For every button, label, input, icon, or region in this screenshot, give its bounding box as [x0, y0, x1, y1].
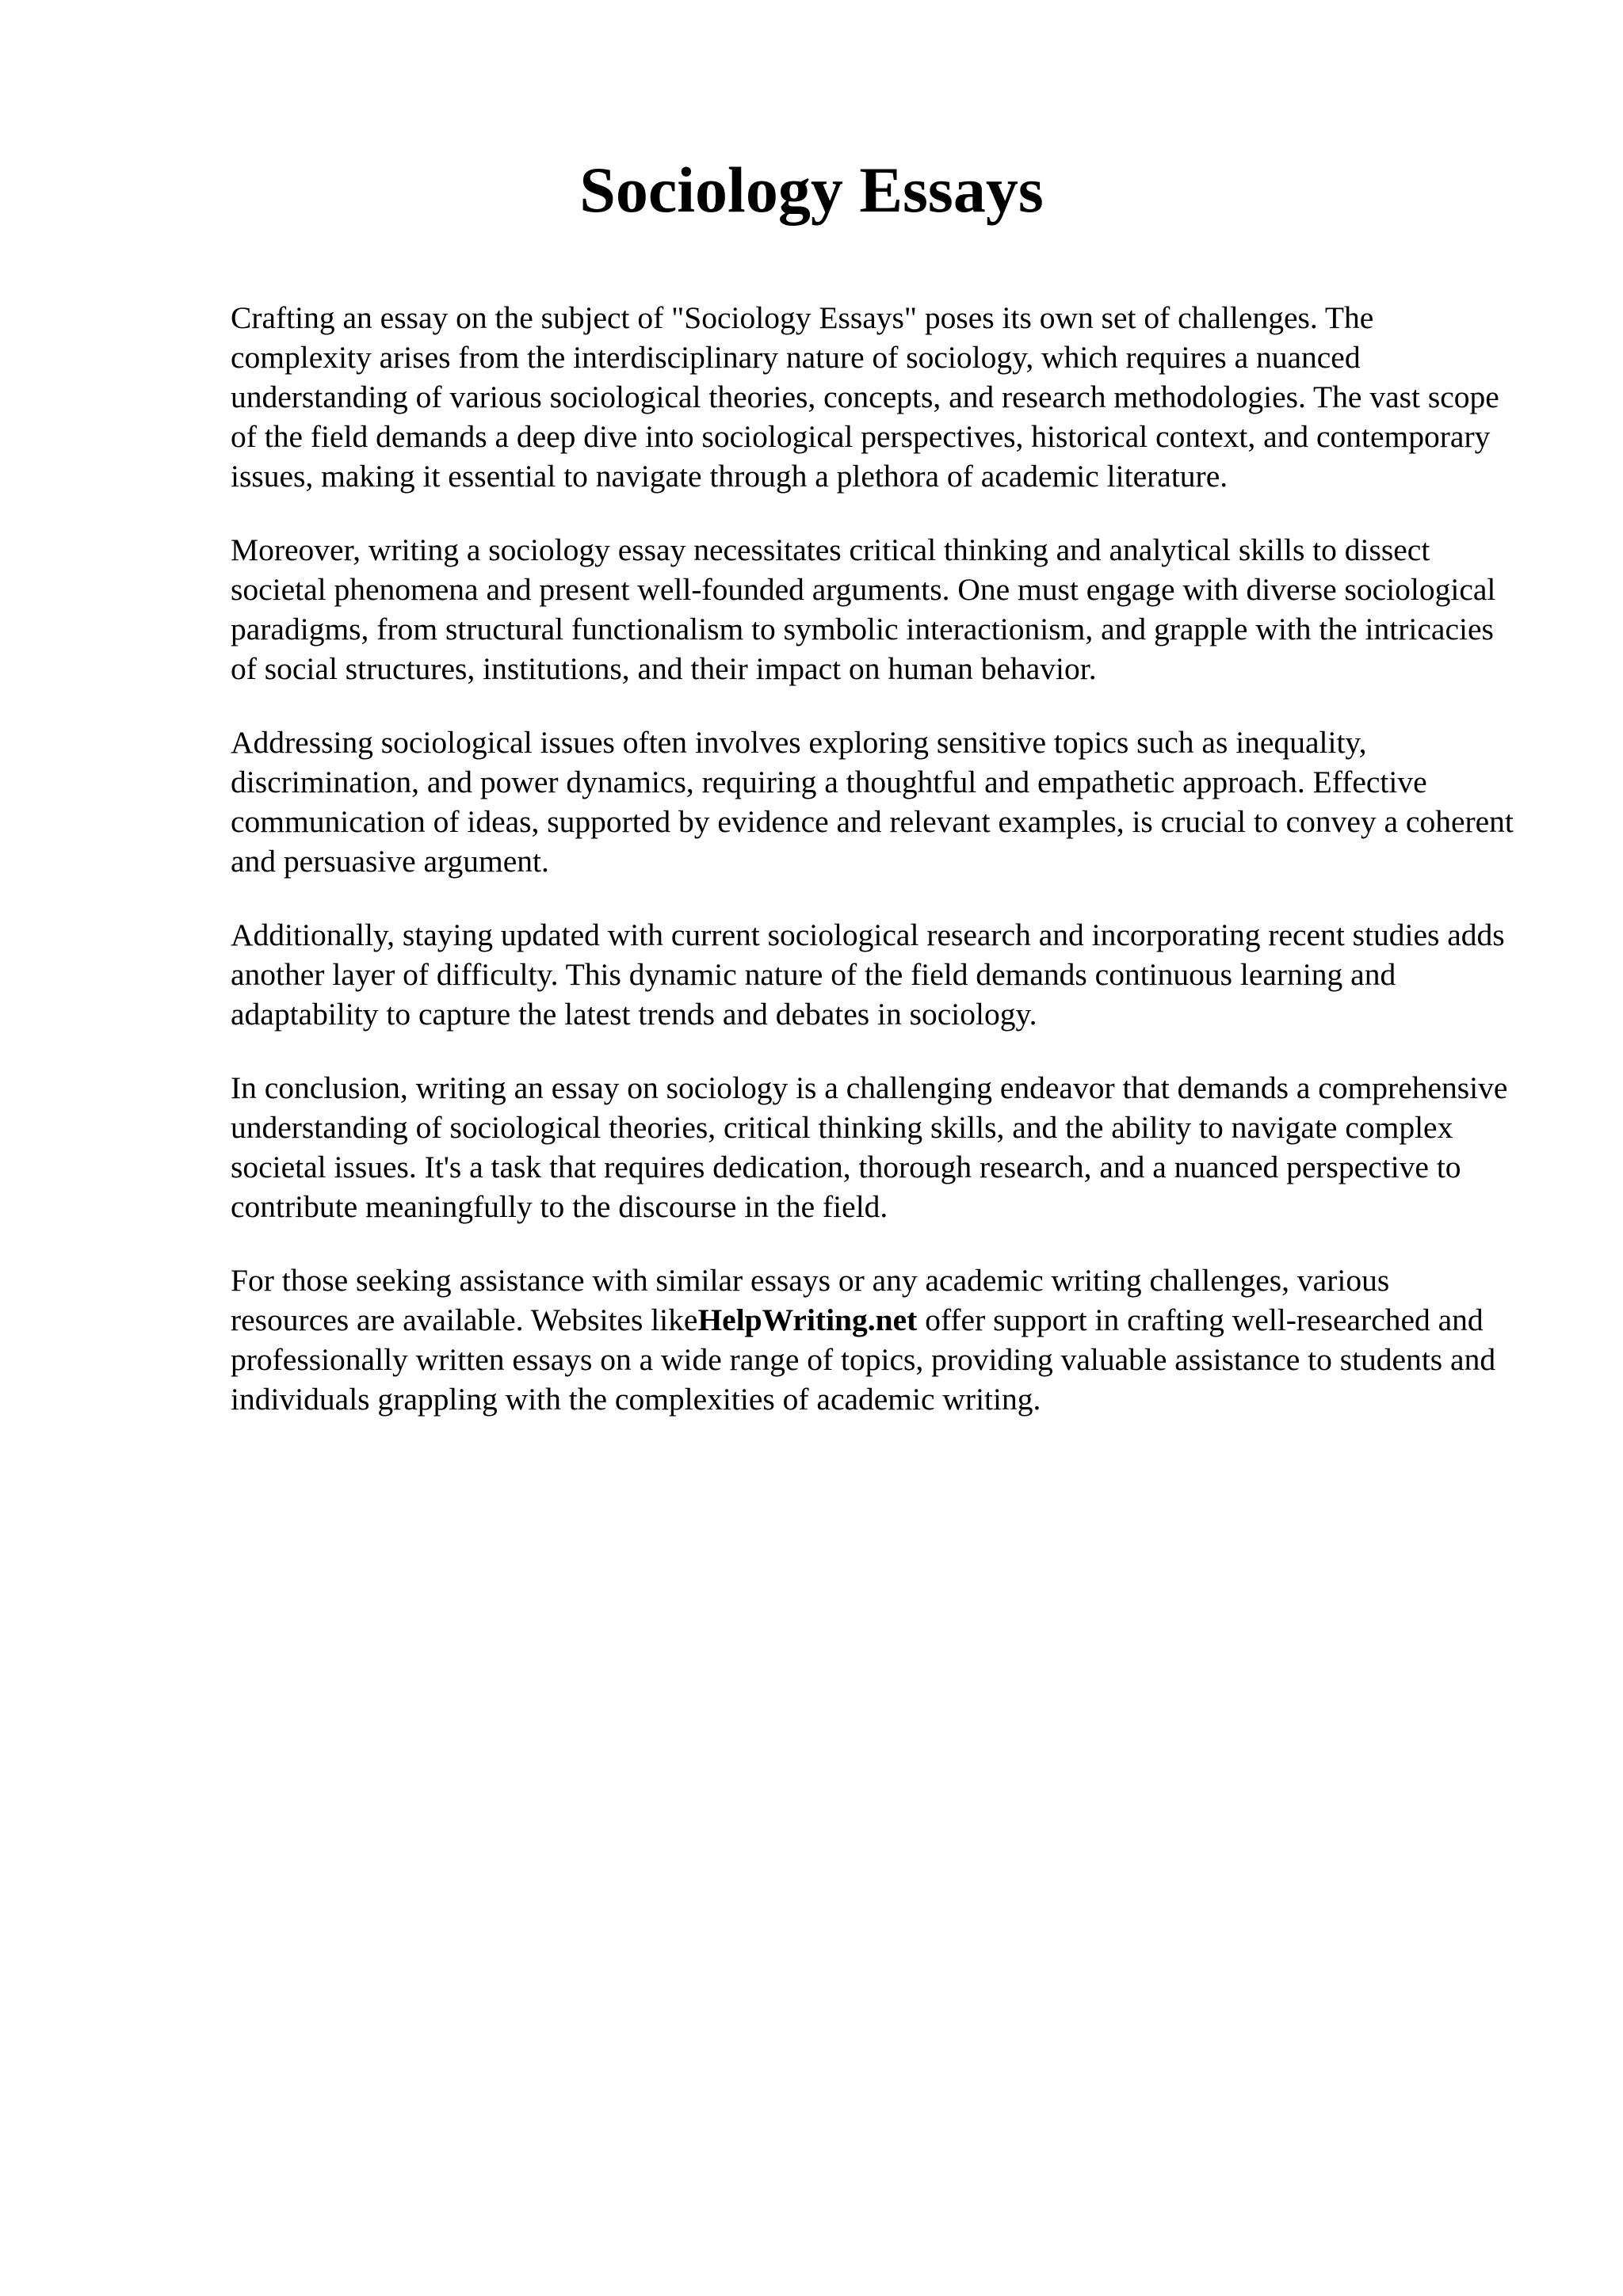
helpwriting-brand-name: HelpWriting.net	[697, 1302, 918, 1337]
paragraph-sensitive-topics: Addressing sociological issues often involves exploring sensitive topics such as inequality, discrimination, and power dynamics, requiring a thoughtful and empathetic approach. Effective communication of ideas, supported by evidence and relevant examples, is crucial to convey a coherent and persuasive argument.	[231, 725, 1514, 879]
paragraph-current-research: Additionally, staying updated with current sociological research and incorporating recent studies adds another layer of difficulty. This dynamic nature of the field demands continuous learning and adaptability to capture the latest trends and debates in sociology.	[231, 917, 1505, 1032]
assistance-text-after: offer support in crafting well-researched and professionally written essays on a wide range of topics, providing valuable assistance to students and individuals grappling with the complexities of academic writing.	[231, 1302, 1496, 1417]
paragraph-assistance	[231, 1261, 1514, 1419]
document-body	[231, 298, 1514, 1453]
paragraph-critical-thinking: Moreover, writing a sociology essay necessitates critical thinking and analytical skills to dissect societal phenomena and present well-founded arguments. One must engage with diverse sociological paradigms, from structural functionalism to symbolic interactionism, and grapple with the intricacies of social structures, institutions, and their impact on human behavior.	[231, 532, 1496, 686]
paragraph-intro: Crafting an essay on the subject of "Sociology Essays" poses its own set of challenges. The complexity arises from the interdisciplinary nature of sociology, which requires a nuanced understanding of various sociological theories, concepts, and research methodologies. The vast scope of the field demands a deep dive into sociological perspectives, historical context, and contemporary issues, making it essential to navigate through a plethora of academic literature.	[231, 300, 1499, 494]
paragraph-conclusion: In conclusion, writing an essay on sociology is a challenging endeavor that demands a comprehensive understanding of sociological theories, critical thinking skills, and the ability to navigate complex societal issues. It's a task that requires dedication, thorough research, and a nuanced perspective to contribute meaningfully to the discourse in the field.	[231, 1070, 1508, 1224]
assistance-text-before: For those seeking assistance with similar essays or any academic writing challenges, various resources are available. Websites like	[231, 1263, 1390, 1337]
document-title: Sociology Essays	[579, 154, 1044, 226]
